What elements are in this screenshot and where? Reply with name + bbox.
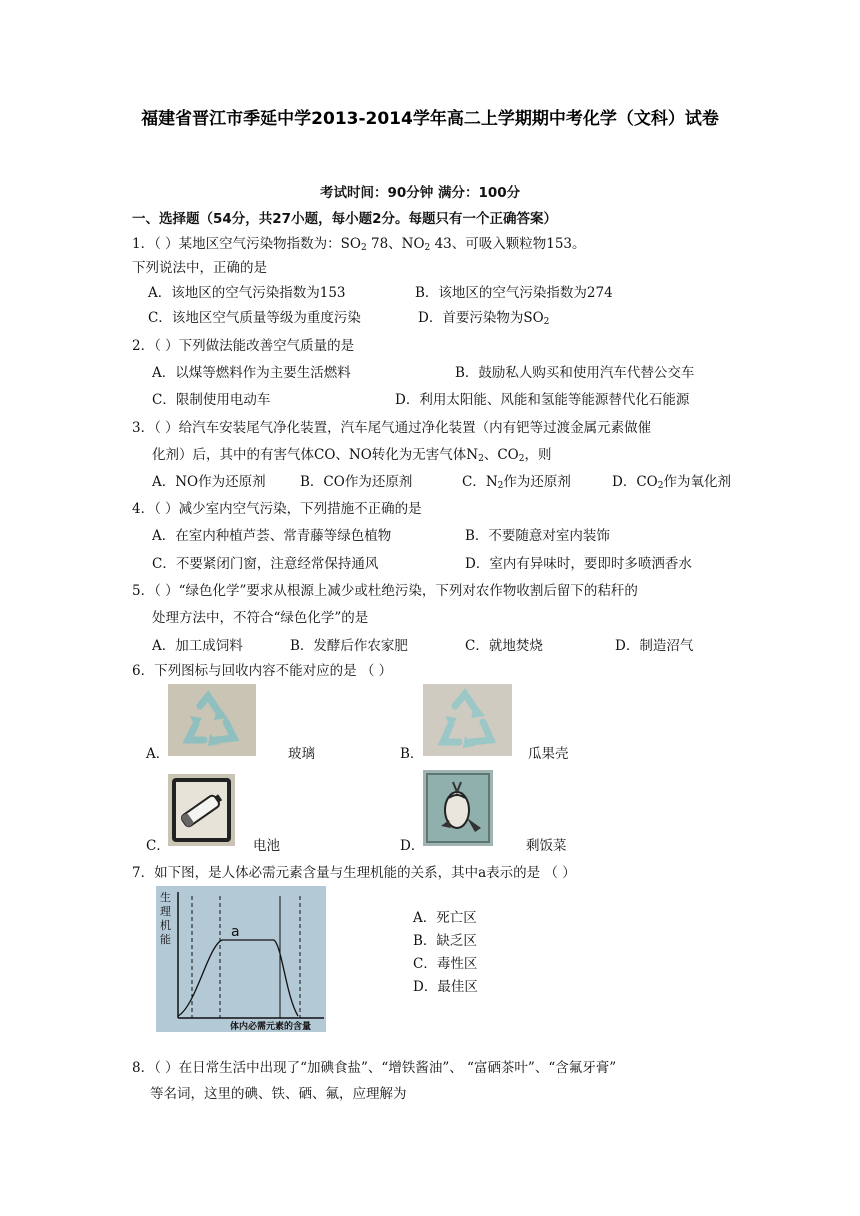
section-heading: 一、选择题（54分，共27小题，每小题2分。每题只有一个正确答案） — [132, 211, 557, 227]
q2-option-b: B．鼓励私人购买和使用汽车代替公交车 — [455, 365, 695, 381]
q4-option-b: B．不要随意对室内装饰 — [465, 528, 610, 544]
q1-option-c: C．该地区空气质量等级为重度污染 — [148, 310, 361, 326]
q5-option-d: D．制造沼气 — [615, 638, 694, 654]
q1-option-b: B．该地区的空气污染指数为274 — [415, 285, 613, 301]
q7-option-b: B．缺乏区 — [413, 933, 477, 949]
q1-option-a: A．该地区的空气污染指数为153 — [148, 285, 346, 301]
question-5-stem: 5．（ ）“绿色化学”要求从根源上减少或杜绝污染，下列对农作物收割后留下的秸秆的 — [132, 583, 638, 599]
q5-option-a: A．加工成饲料 — [152, 638, 243, 654]
q3-option-b: B．CO作为还原剂 — [300, 474, 413, 490]
element-function-graph — [156, 886, 326, 1032]
graph-ylabel-2: 理 — [160, 905, 171, 918]
q6-option-c-letter: C． — [146, 838, 170, 854]
q2-option-d: D．利用太阳能、风能和氢能等能源替代化石能源 — [395, 392, 690, 408]
q7-option-d: D．最佳区 — [413, 979, 478, 995]
q4-option-a: A．在室内种植芦荟、常青藤等绿色植物 — [152, 528, 392, 544]
battery-icon — [168, 774, 235, 846]
question-3-stem: 3．（ ）给汽车安装尾气净化装置，汽车尾气通过净化装置（内有钯等过渡金属元素做催 — [132, 420, 652, 436]
graph-region-a: a — [231, 924, 240, 940]
q6-option-b-letter: B． — [400, 746, 424, 762]
question-7-stem: 7．如下图，是人体必需元素含量与生理机能的关系，其中a表示的是 （ ） — [132, 865, 576, 881]
food-waste-icon — [423, 770, 493, 846]
q3-option-c: C．$N_2$作为还原剂 — [462, 474, 571, 491]
graph-xlabel: 体内必需元素的含量 — [230, 1022, 312, 1032]
graph-ylabel-1: 生 — [160, 891, 171, 904]
q6-option-c-label: 电池 — [253, 838, 280, 854]
question-3-stem-line2: 化剂）后，其中的有害气体CO、NO转化为无害气体$N_2$、$CO_2$，则 — [152, 447, 552, 464]
q6-option-d-letter: D． — [400, 838, 425, 854]
q6-option-d-label: 剩饭菜 — [526, 838, 567, 854]
recycle-icon-melon — [423, 684, 512, 756]
question-8-stem-line2: 等名词，这里的碘、铁、硒、氟，应理解为 — [150, 1086, 407, 1102]
page-title: 福建省晋江市季延中学2013-2014学年高二上学期期中考化学（文科）试卷 — [141, 109, 719, 129]
q4-option-c: C．不要紧闭门窗，注意经常保持通风 — [152, 556, 379, 572]
question-1-stem-line2: 下列说法中，正确的是 — [132, 260, 267, 276]
q4-option-d: D．室内有异味时，要即时多喷洒香水 — [465, 556, 692, 572]
q3-option-a: A．NO作为还原剂 — [152, 474, 266, 490]
question-2-stem: 2．（ ）下列做法能改善空气质量的是 — [132, 338, 355, 354]
q7-option-c: C．毒性区 — [413, 956, 478, 972]
q5-option-b: B．发酵后作农家肥 — [290, 638, 408, 654]
question-6-stem: 6．下列图标与回收内容不能对应的是 （ ） — [132, 663, 393, 679]
q7-option-a: A．死亡区 — [413, 910, 477, 926]
q6-option-a-label: 玻璃 — [288, 746, 315, 762]
q5-option-c: C．就地焚烧 — [465, 638, 543, 654]
q6-option-a-letter: A． — [146, 746, 170, 762]
recycle-icon-glass — [168, 684, 256, 756]
graph-ylabel-4: 能 — [160, 933, 171, 946]
question-4-stem: 4．（ ）减少室内空气污染，下列措施不正确的是 — [132, 501, 422, 517]
question-8-stem: 8．（ ）在日常生活中出现了“加碘食盐”、“增铁酱油”、 “富硒茶叶”、“含氟牙膏” — [132, 1060, 617, 1076]
q3-option-d: D．$CO_2$作为氧化剂 — [612, 474, 731, 491]
graph-ylabel-3: 机 — [160, 919, 171, 932]
question-5-stem-line2: 处理方法中，不符合“绿色化学”的是 — [152, 610, 369, 626]
q2-option-a: A．以煤等燃料作为主要生活燃料 — [152, 365, 351, 381]
question-1-stem: 1．（ ）某地区空气污染物指数为：$SO_2$ 78、$NO_2$ 43、可吸入颗粒物153。 — [132, 236, 586, 253]
q1-option-d: D．首要污染物为$SO_2$ — [418, 310, 550, 327]
q2-option-c: C．限制使用电动车 — [152, 392, 271, 408]
exam-info: 考试时间：90分钟 满分：100分 — [320, 185, 521, 201]
q6-option-b-label: 瓜果壳 — [528, 746, 569, 762]
